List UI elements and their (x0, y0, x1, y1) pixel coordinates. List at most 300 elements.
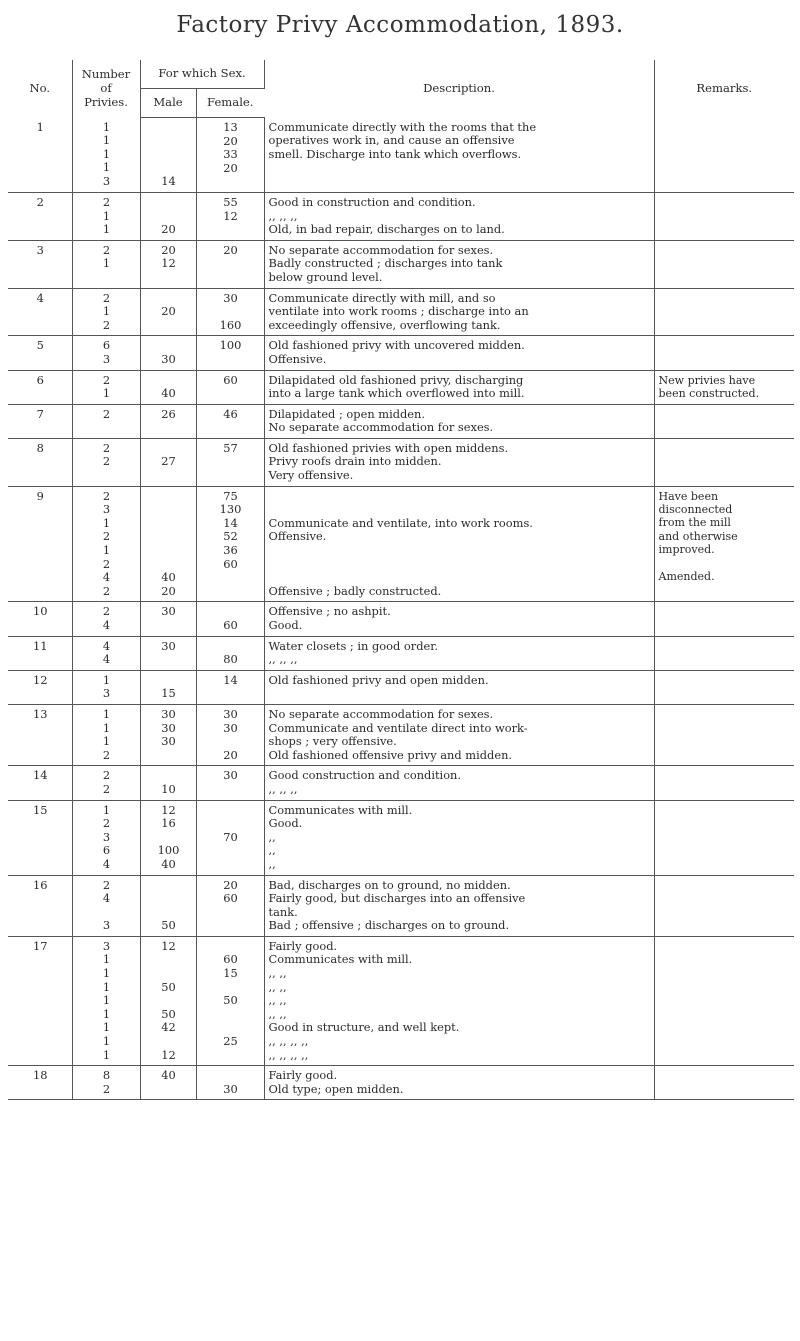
cell-privies-line: 2 (102, 372, 111, 387)
cell-privies-line: 1 (102, 706, 111, 721)
cell-description-line: shops ; very offensive. (268, 734, 397, 749)
cell-privies (72, 486, 140, 602)
cell-description-line: Water closets ; in good order. (268, 638, 439, 653)
cell-privies-line: 3 (102, 918, 111, 933)
cell-description-line: Old fashioned privy with uncovered midden. (268, 338, 525, 353)
cell-description (264, 1066, 654, 1100)
cell-female-line: 60 (223, 556, 238, 571)
cell-privies-line: 1 (102, 979, 111, 994)
cell-description (264, 486, 654, 602)
cell-male (140, 404, 196, 438)
cell-privies (72, 192, 140, 240)
cell-male-line: 30 (161, 638, 176, 653)
cell-female-line (201, 223, 261, 237)
cell-no (8, 118, 72, 193)
cell-female-line (201, 783, 261, 797)
cell-male-line (145, 674, 193, 688)
cell-male-line: 20 (161, 583, 176, 598)
cell-male-line (145, 442, 193, 456)
cell-privies-line: 2 (102, 454, 111, 469)
table-row (8, 704, 794, 765)
cell-no (8, 766, 72, 800)
cell-female-line: 14 (223, 672, 238, 687)
cell-description-line: ,, ,, ,, (268, 208, 298, 223)
cell-female-line: 75 (223, 488, 238, 503)
cell-privies-line: 2 (102, 604, 111, 619)
cell-female-line: 52 (223, 529, 238, 544)
cell-privies-line: 1 (102, 1047, 111, 1062)
privy-accommodation-table (8, 60, 794, 1100)
cell-remarks (654, 486, 794, 602)
cell-description (264, 336, 654, 370)
header-no: No. (8, 60, 72, 118)
cell-female (196, 1066, 264, 1100)
cell-male-line: 15 (161, 686, 176, 701)
cell-female-line: 80 (223, 652, 238, 667)
cell-remarks-line: Have been (658, 489, 719, 503)
cell-remarks-line (659, 557, 792, 570)
cell-male-line (145, 517, 193, 531)
cell-description (264, 288, 654, 336)
cell-male (140, 875, 196, 936)
cell-description-line: Dilapidated ; open midden. (268, 406, 426, 421)
cell-privies-line: 2 (102, 556, 111, 571)
cell-privies-line: 1 (102, 208, 111, 223)
cell-privies-line: 3 (102, 686, 111, 701)
cell-female-line (201, 687, 261, 701)
cell-male (140, 240, 196, 288)
cell-male-line: 30 (161, 351, 176, 366)
cell-no-value: 11 (33, 638, 48, 653)
cell-description-line (269, 490, 651, 504)
cell-female (196, 670, 264, 704)
cell-description (264, 636, 654, 670)
cell-remarks (654, 192, 794, 240)
cell-privies-line: 4 (102, 891, 111, 906)
cell-description-line: Communicate directly with the rooms that the (268, 119, 537, 134)
cell-female-line: 50 (223, 993, 238, 1008)
cell-description-line: tank. (268, 904, 298, 919)
cell-no (8, 875, 72, 936)
cell-description-line: into a large tank which overflowed into mill. (268, 386, 525, 401)
cell-no-value: 7 (36, 406, 44, 421)
cell-description (264, 766, 654, 800)
cell-description-line (269, 161, 651, 175)
cell-privies-line: 1 (102, 672, 111, 687)
cell-female-line: 30 (223, 290, 238, 305)
cell-male-line (145, 503, 193, 517)
cell-no-value: 6 (36, 372, 44, 387)
table-row (8, 936, 794, 1065)
cell-female-line (201, 1021, 261, 1035)
header-number-of-privies: Number of Privies. (72, 60, 140, 118)
cell-privies-line: 2 (102, 877, 111, 892)
cell-female-line (201, 858, 261, 872)
cell-description-line: Old fashioned offensive privy and midden. (268, 747, 513, 762)
cell-description-line: No separate accommodation for sexes. (268, 420, 494, 435)
cell-privies-line: 2 (102, 406, 111, 421)
cell-description-line: ,, ,, ,, (268, 652, 298, 667)
cell-description-line (269, 558, 651, 572)
cell-female-line (201, 735, 261, 749)
cell-female-line: 14 (223, 515, 238, 530)
cell-privies (72, 936, 140, 1065)
cell-description-line: Old type; open midden. (268, 1081, 404, 1096)
cell-privies (72, 404, 140, 438)
cell-female-line (201, 1069, 261, 1083)
cell-male-line (145, 469, 193, 483)
cell-description-line: ,, ,, (268, 993, 287, 1008)
cell-female-line: 60 (223, 618, 238, 632)
cell-no-value: 16 (33, 877, 48, 892)
cell-male-line: 100 (157, 843, 180, 858)
cell-description (264, 192, 654, 240)
cell-male-line (145, 558, 193, 572)
cell-privies-line: 1 (102, 1006, 111, 1021)
cell-privies-line: 4 (102, 618, 111, 632)
cell-description-line: Good. (268, 816, 303, 831)
cell-privies-line: 2 (102, 1081, 111, 1096)
cell-male-line: 10 (161, 781, 176, 796)
cell-female-line (201, 844, 261, 858)
cell-description-line: Offensive. (268, 351, 327, 366)
cell-female-line (201, 940, 261, 954)
cell-male (140, 800, 196, 875)
cell-privies-line: 2 (102, 747, 111, 762)
cell-remarks (654, 288, 794, 336)
cell-no-value: 5 (36, 338, 44, 353)
cell-female-line (201, 305, 261, 319)
cell-female-line (201, 469, 261, 483)
cell-no (8, 636, 72, 670)
cell-male-line: 50 (161, 918, 176, 933)
cell-description (264, 704, 654, 765)
cell-description-line: Old fashioned privy and open midden. (268, 672, 489, 687)
cell-no-value: 15 (33, 802, 48, 817)
header-description: Description. (264, 60, 654, 118)
cell-male-line: 30 (161, 734, 176, 749)
cell-male-line (145, 769, 193, 783)
cell-male-line (145, 374, 193, 388)
cell-description-line: Communicate directly with mill, and so (268, 290, 496, 305)
cell-male (140, 1066, 196, 1100)
cell-privies-line: 8 (102, 1068, 111, 1083)
cell-description-line: Communicate and ventilate direct into work- (268, 720, 528, 735)
cell-remarks-line (659, 584, 792, 597)
cell-description-line: ventilate into work rooms ; discharge into an (268, 304, 529, 319)
cell-no (8, 192, 72, 240)
cell-description-line: Bad, discharges on to ground, no midden. (268, 877, 511, 892)
cell-male-line (145, 210, 193, 224)
cell-female-line (201, 353, 261, 367)
cell-no (8, 1066, 72, 1100)
cell-description-line: ,, (268, 829, 276, 844)
cell-female (196, 704, 264, 765)
cell-male-line: 50 (161, 1006, 176, 1021)
cell-female (196, 936, 264, 1065)
cell-female (196, 370, 264, 404)
header-for-which-sex: For which Sex. (140, 60, 264, 89)
cell-description-line: Fairly good, but discharges into an offensive (268, 891, 526, 906)
cell-male-line (145, 162, 193, 176)
cell-female (196, 602, 264, 636)
cell-description (264, 370, 654, 404)
cell-female (196, 438, 264, 486)
cell-privies (72, 875, 140, 936)
cell-description-line: Bad ; offensive ; discharges on to ground. (268, 918, 510, 933)
cell-female-line: 30 (223, 768, 238, 783)
cell-female-line: 60 (223, 372, 238, 387)
cell-male-line (145, 749, 193, 763)
cell-male-line: 12 (161, 802, 176, 817)
cell-male (140, 192, 196, 240)
cell-description-line: operatives work in, and cause an offensive (268, 133, 515, 148)
cell-male-line: 14 (161, 174, 176, 189)
cell-no (8, 288, 72, 336)
cell-privies-line: 1 (102, 1020, 111, 1035)
cell-privies-line: 2 (102, 194, 111, 209)
cell-description-line: Offensive ; badly constructed. (268, 583, 442, 598)
cell-remarks (654, 636, 794, 670)
cell-privies-line: 1 (102, 146, 111, 161)
cell-male-line: 30 (161, 706, 176, 721)
cell-privies-line: 1 (102, 386, 111, 401)
table-row (8, 404, 794, 438)
cell-female-line: 30 (223, 720, 238, 735)
cell-no (8, 240, 72, 288)
cell-description (264, 800, 654, 875)
cell-privies (72, 438, 140, 486)
cell-remarks-line: New privies have (658, 373, 756, 387)
cell-description-line: Privy roofs drain into midden. (268, 454, 442, 469)
cell-remarks (654, 875, 794, 936)
cell-remarks (654, 118, 794, 193)
cell-male-line (145, 1083, 193, 1097)
cell-no (8, 486, 72, 602)
cell-female-line (201, 817, 261, 831)
cell-privies-line: 3 (102, 502, 111, 517)
cell-male-line (145, 319, 193, 333)
cell-privies-line: 2 (102, 242, 111, 257)
cell-female-line (201, 387, 261, 401)
cell-privies-line: 1 (102, 802, 111, 817)
cell-female-line: 30 (223, 1081, 238, 1096)
cell-female (196, 875, 264, 936)
cell-female (196, 336, 264, 370)
table-body (8, 118, 794, 1100)
cell-description (264, 875, 654, 936)
cell-male-line (145, 135, 193, 149)
cell-privies (72, 118, 140, 193)
cell-description-line: Communicate and ventilate, into work rooms. (268, 515, 533, 530)
cell-female-line: 100 (219, 338, 242, 353)
cell-privies-line: 3 (102, 351, 111, 366)
cell-female-line: 12 (223, 208, 238, 223)
cell-description-line (269, 544, 651, 558)
cell-privies-line (77, 906, 137, 920)
cell-female-line: 25 (223, 1034, 238, 1049)
cell-remarks (654, 602, 794, 636)
cell-remarks-line: been constructed. (658, 386, 760, 400)
cell-privies (72, 766, 140, 800)
cell-no (8, 404, 72, 438)
cell-female-line (201, 257, 261, 271)
cell-remarks (654, 1066, 794, 1100)
table-row (8, 486, 794, 602)
cell-description-line: ,, ,, ,, ,, (268, 1034, 309, 1049)
cell-male (140, 288, 196, 336)
cell-male-line (145, 421, 193, 435)
cell-privies-line (77, 421, 137, 435)
cell-description-line: Communicates with mill. (268, 952, 413, 967)
cell-male (140, 370, 196, 404)
cell-no (8, 800, 72, 875)
cell-male-line (145, 196, 193, 210)
table-row (8, 670, 794, 704)
cell-male-line: 30 (161, 720, 176, 735)
table-row (8, 288, 794, 336)
cell-description-line: Old fashioned privies with open middens. (268, 440, 509, 455)
cell-privies (72, 800, 140, 875)
cell-privies-line: 2 (102, 440, 111, 455)
cell-female-line: 36 (223, 543, 238, 558)
cell-no (8, 370, 72, 404)
cell-privies-line: 2 (102, 317, 111, 332)
cell-description-line (269, 503, 651, 517)
cell-female-line: 60 (223, 952, 238, 967)
cell-male-line (145, 121, 193, 135)
cell-female-line: 20 (223, 747, 238, 762)
table-row (8, 240, 794, 288)
cell-description-line: ,, (268, 856, 276, 871)
cell-no-value: 9 (36, 488, 44, 503)
cell-privies-line: 2 (102, 781, 111, 796)
cell-privies-line: 1 (102, 952, 111, 967)
cell-privies-line: 1 (102, 515, 111, 530)
cell-privies-line: 1 (102, 734, 111, 749)
cell-privies-line: 3 (102, 938, 111, 953)
cell-privies-line: 1 (102, 1034, 111, 1049)
cell-description-line: No separate accommodation for sexes. (268, 706, 494, 721)
cell-male-line: 26 (161, 406, 176, 421)
cell-male-line (145, 292, 193, 306)
cell-male-line: 12 (161, 938, 176, 953)
cell-male-line (145, 1035, 193, 1049)
table-row (8, 118, 794, 193)
cell-male-line (145, 339, 193, 353)
table-row (8, 192, 794, 240)
cell-description-line: Good construction and condition. (268, 768, 462, 783)
cell-description-line: Offensive. (268, 529, 327, 544)
cell-no-value: 18 (33, 1068, 48, 1083)
cell-female-line: 20 (223, 160, 238, 175)
cell-male-line (145, 892, 193, 906)
cell-privies (72, 1066, 140, 1100)
cell-privies-line (77, 469, 137, 483)
cell-privies-line: 3 (102, 829, 111, 844)
cell-privies (72, 636, 140, 670)
table-row (8, 800, 794, 875)
cell-female-line (201, 640, 261, 654)
table-row (8, 636, 794, 670)
cell-privies-line: 1 (102, 222, 111, 237)
cell-no-value: 10 (33, 604, 48, 619)
table-row (8, 875, 794, 936)
cell-description-line: ,, ,, (268, 979, 287, 994)
cell-male-line: 40 (161, 570, 176, 585)
cell-female-line: 20 (223, 242, 238, 257)
cell-privies-line: 1 (102, 133, 111, 148)
cell-description-line: smell. Discharge into tank which overflows. (268, 146, 522, 161)
cell-male (140, 936, 196, 1065)
cell-female (196, 800, 264, 875)
cell-male-line (145, 967, 193, 981)
cell-female-line (201, 175, 261, 189)
cell-remarks-line: disconnected (658, 503, 733, 517)
cell-female-line: 130 (219, 502, 242, 517)
cell-female-line (201, 585, 261, 599)
cell-description (264, 404, 654, 438)
cell-description-line: Good in structure, and well kept. (268, 1020, 460, 1035)
cell-remarks (654, 704, 794, 765)
cell-female (196, 766, 264, 800)
cell-male-line (145, 490, 193, 504)
table-row (8, 766, 794, 800)
cell-male (140, 336, 196, 370)
cell-female-line (201, 1049, 261, 1063)
cell-description-line: Communicates with mill. (268, 802, 413, 817)
cell-no-value: 14 (33, 768, 48, 783)
cell-male-line: 27 (161, 454, 176, 469)
cell-male-line: 30 (161, 604, 176, 619)
cell-female-line: 30 (223, 706, 238, 721)
cell-remarks-line: and otherwise (658, 529, 738, 543)
cell-description-line: ,, ,, ,, (268, 781, 298, 796)
cell-description-line: No separate accommodation for sexes. (268, 242, 494, 257)
cell-female-line (201, 1008, 261, 1022)
cell-description-line: Fairly good. (268, 938, 338, 953)
cell-female (196, 636, 264, 670)
cell-female-line: 13 (223, 120, 238, 134)
cell-privies-line: 1 (102, 720, 111, 735)
cell-female-line (201, 421, 261, 435)
cell-male-line (145, 953, 193, 967)
cell-female (196, 288, 264, 336)
cell-description-line: Good. (268, 618, 303, 632)
cell-male-line (145, 879, 193, 893)
cell-female-line: 160 (219, 317, 242, 332)
cell-male-line (145, 831, 193, 845)
cell-privies-line: 2 (102, 768, 111, 783)
cell-female (196, 404, 264, 438)
cell-privies (72, 336, 140, 370)
cell-description-line (269, 175, 651, 189)
cell-female-line (201, 981, 261, 995)
cell-male-line: 50 (161, 979, 176, 994)
cell-no (8, 438, 72, 486)
cell-privies (72, 602, 140, 636)
page-title: Factory Privy Accommodation, 1893. (176, 12, 624, 38)
table-row (8, 438, 794, 486)
cell-privies-line: 4 (102, 570, 111, 585)
cell-no-value: 8 (36, 440, 44, 455)
cell-privies-line: 1 (102, 993, 111, 1008)
cell-male-line: 16 (161, 816, 176, 831)
table-row (8, 336, 794, 370)
cell-description-line: below ground level. (268, 269, 383, 284)
cell-privies-line: 4 (102, 638, 111, 653)
cell-female-line: 15 (223, 966, 238, 981)
